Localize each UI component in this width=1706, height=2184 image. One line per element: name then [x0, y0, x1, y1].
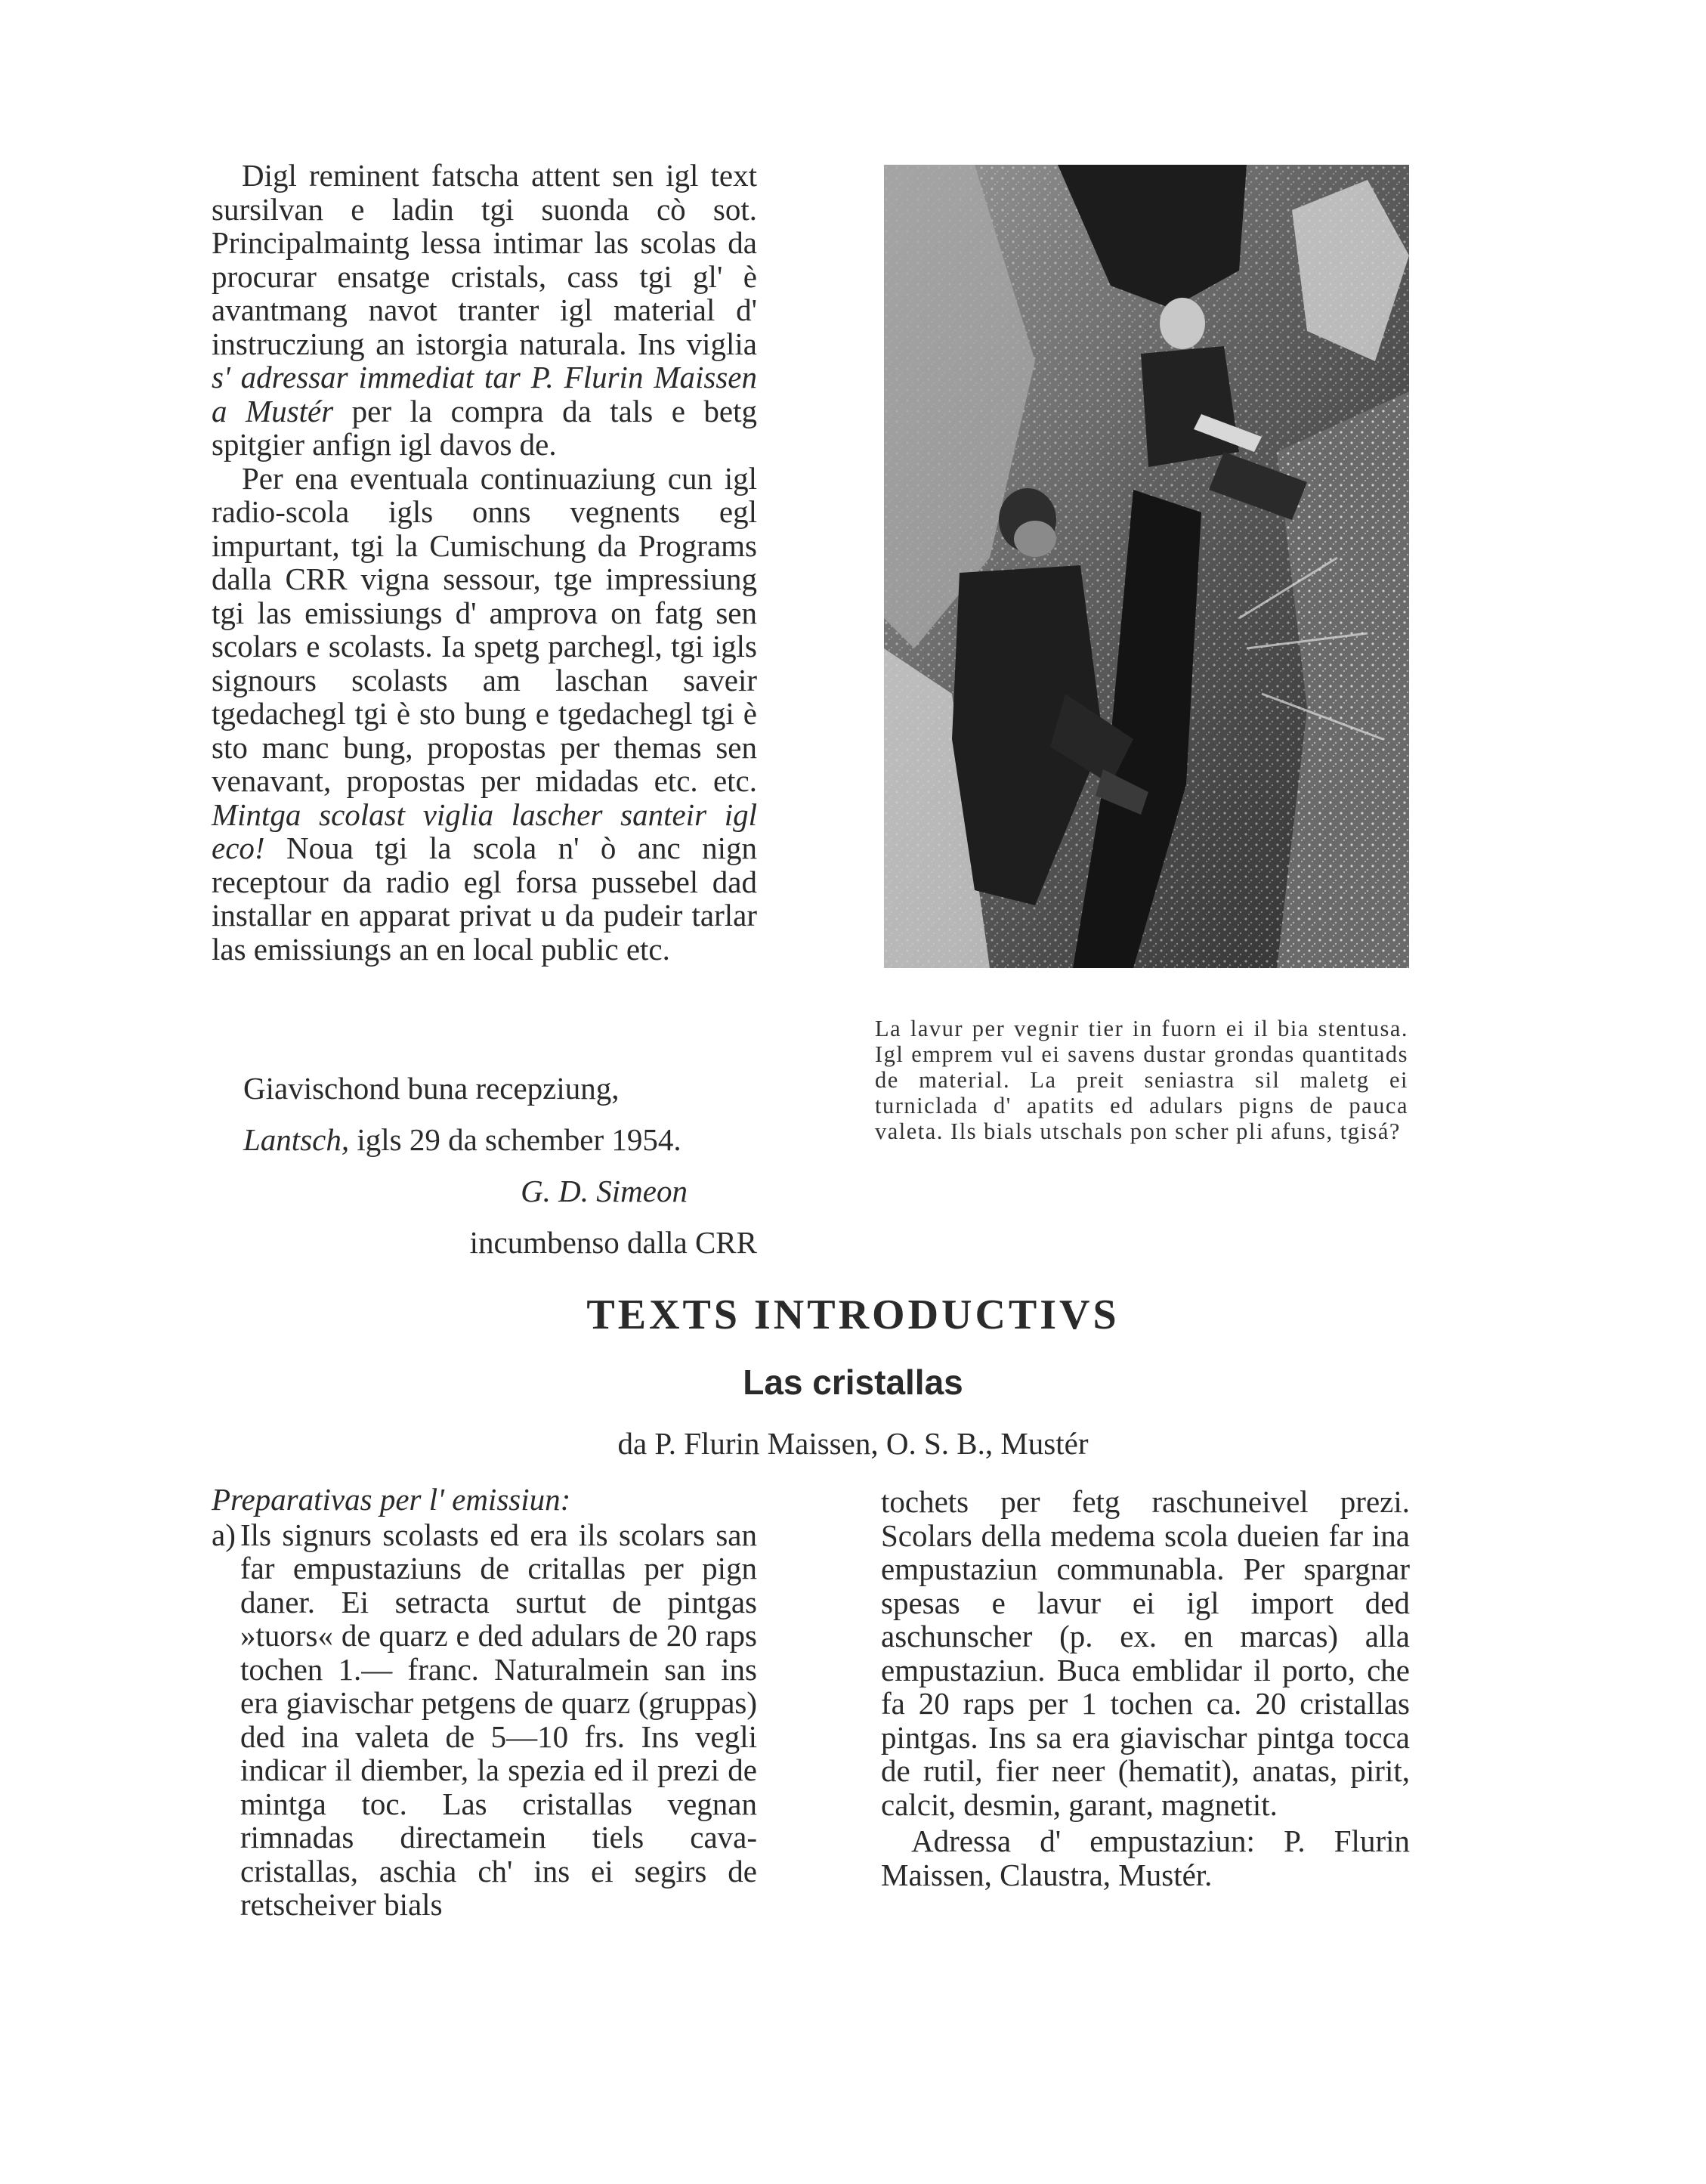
- order-address: Adressa d' empustaziun: P. Flurin Maissen, Claustra, Mustér.: [881, 1824, 1410, 1892]
- bottom-right-column: [881, 1485, 1410, 1892]
- top-left-column: [212, 159, 757, 966]
- byline: da P. Flurin Maissen, O. S. B., Mustér: [617, 1426, 1089, 1461]
- preparations-subheading: Preparativas per l' emissiun:: [212, 1482, 571, 1517]
- bottom-left-column: [212, 1483, 757, 1922]
- photo-crystal-hunters: [884, 165, 1409, 968]
- signature-block: [212, 1063, 757, 1268]
- signature-role: incumbenso dalla CRR: [469, 1225, 757, 1260]
- place-date: Lantsch, igls 29 da schember 1954.: [243, 1122, 681, 1157]
- list-marker: a): [212, 1517, 236, 1552]
- list-item-text: Ils signurs scolasts ed era ils scolars san far empustaziuns de critallas per pign daner. Ei setracta surtut de pintgas »tuors« de quarz e ded adulars de 20 raps tochen 1.— franc. Naturalmein san ins era giavischar petgens de quarz (gruppas) ded ina valeta de 5—10 frs. Ins vegli indicar il diember, la spezia ed il prezi de mintga toc. Las cristallas vegnan rimnadas directamein tiels cava-cristallas, aschia ch' ins ei segirs de retscheiver bials: [240, 1517, 757, 1922]
- signature-name: G. D. Simeon: [521, 1174, 688, 1208]
- radio-school-paragraph: Per ena eventuala continuaziung cun igl radio-scola igls onns vegnents egl impurtant, tgi la Cumischung da Programs dalla CRR vigna sessour, tge impressiung tgi las emissiungs d' amprova on fatg sen scolars e scolasts. Ia spetg parchegl, tgi igls signours scolasts am laschan saveir tgedachegl tgi è sto bung e tgedachegl tgi è sto manc bung, propostas per themas sen venavant, propostas per midadas etc. etc. Mintga scolast viglia lascher santeir igl eco! Noua tgi la scola n' ò anc nign receptour da radio egl forsa pussebel dad installar en apparat privat u da pudeir tarlar las emissiungs an en local public etc.: [212, 460, 757, 967]
- greeting: Giavischond buna recepziung,: [243, 1071, 620, 1106]
- list-item: [212, 1518, 757, 1922]
- continued-paragraph: tochets per fetg raschuneivel prezi. Scolars della medema scola dueien far ina empustaziun communabla. Per spargnar spesas e lavur ei igl import ded aschunscher (p. ex. en marcas) alla empustaziun. Buca emblidar il porto, che fa 20 raps per 1 tochen ca. 20 cristallas pintgas. Ins sa era giavischar pintga tocca de rutil, fier neer (hematit), anatas, pirit, calcit, desmin, garant, magnetit.: [881, 1484, 1410, 1822]
- section-heading: TEXTS INTRODUCTIVS: [586, 1292, 1120, 1338]
- photo-caption: La lavur per vegnir tier in fuorn ei il bia stentusa. Igl emprem vul ei savens dustar grondas quantitads de material. La preit seniastra sil maletg ei turniclada d' apatits ed adulars pigns de pauca valeta. Ils bials utschals pon scher pli afuns, tgisá?: [875, 1016, 1408, 1144]
- article-title: Las cristallas: [743, 1363, 963, 1402]
- intro-paragraph: Digl reminent fatscha attent sen igl text sursilvan e ladin tgi suonda cò sot. Principalmaintg lessa intimar las scolas da procurar ensatge cristals, cass tgi gl' è avantmang navot tranter igl material d' instrucziung an istorgia naturala. Ins viglia s' adressar immediat tar P. Flurin Maissen a Mustér per la compra da tals e betg spitgier anfign igl davos de.: [212, 158, 757, 462]
